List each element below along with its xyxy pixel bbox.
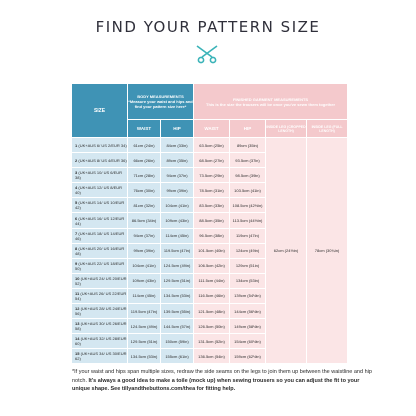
body-waist-cell: 119.5cm (47in) xyxy=(128,304,161,319)
finished-hip-cell: 154cm (60½in) xyxy=(230,334,266,349)
footer-note-bold: It's always a good idea to make a toile (mock up) when sewing trousers so you can adjust the fit to your unique shape. See tillyandthebuttons.com/thea for fitting help. xyxy=(72,377,360,392)
body-measurements-title: BODY MEASUREMENTS xyxy=(137,94,184,99)
finished-hip-cell: 113.5cm (44½in) xyxy=(230,213,266,228)
body-hip-cell: 139.5cm (55in) xyxy=(161,304,194,319)
body-waist-cell: 76cm (30in) xyxy=(128,183,161,198)
size-label: (UK+AUS 34/ US 30/EUR 62) xyxy=(75,351,127,362)
finished-measurements-desc: This is the size the trousers will be once you've sewn them together xyxy=(206,101,336,107)
body-hip-cell: 114cm (45in) xyxy=(161,228,194,243)
size-number: 2 xyxy=(75,157,78,163)
body-waist-header: WAIST xyxy=(128,120,161,138)
body-hip-cell: 144.5cm (57in) xyxy=(161,319,194,334)
size-label: (UK+AUS 12/ US 8/EUR 40) xyxy=(75,185,123,196)
finished-waist-cell: 121.5cm (48in) xyxy=(194,304,230,319)
inside-leg-full-cell: 78cm (30¾in) xyxy=(307,138,348,364)
footer-note xyxy=(72,368,372,394)
size-cell xyxy=(72,213,128,228)
finished-waist-cell: 63.5cm (25in) xyxy=(194,138,230,153)
finished-waist-header: WAIST xyxy=(194,120,230,138)
finished-waist-cell: 96.5cm (38in) xyxy=(194,228,230,243)
finished-hip-cell: 134cm (53in) xyxy=(230,273,266,288)
body-hip-cell: 99cm (39in) xyxy=(161,183,194,198)
finished-measurements-header xyxy=(194,84,348,120)
finished-waist-cell: 116.5cm (46in) xyxy=(194,288,230,303)
size-label: (UK+AUS 10/ US 6/EUR 38) xyxy=(75,170,123,181)
finished-waist-cell: 111.5cm (44in) xyxy=(194,273,230,288)
body-hip-cell: 134.5cm (53in) xyxy=(161,288,194,303)
size-cell xyxy=(72,319,128,334)
size-table xyxy=(71,83,348,364)
finished-hip-cell: 103.5cm (41in) xyxy=(230,183,266,198)
body-waist-cell: 129.5cm (51in) xyxy=(128,334,161,349)
size-label: (UK+AUS 30/ US 26/EUR 58) xyxy=(75,321,127,332)
size-number: 15 xyxy=(75,351,80,357)
body-waist-cell: 124.5cm (49in) xyxy=(128,319,161,334)
body-hip-cell: 119.5cm (47in) xyxy=(161,243,194,258)
size-number: 9 xyxy=(75,260,78,266)
body-waist-cell: 71cm (28in) xyxy=(128,168,161,183)
size-cell xyxy=(72,153,128,168)
size-label: (UK+AUS 24/ US 20/EUR 52) xyxy=(75,275,127,286)
size-cell xyxy=(72,168,128,183)
table-row xyxy=(72,138,348,153)
size-cell xyxy=(72,243,128,258)
finished-hip-cell: 124cm (49in) xyxy=(230,243,266,258)
size-number: 11 xyxy=(75,290,80,296)
size-number: 5 xyxy=(75,200,78,206)
finished-hip-cell: 93.5cm (37in) xyxy=(230,153,266,168)
body-hip-cell: 129.5cm (51in) xyxy=(161,273,194,288)
body-hip-cell: 124.5cm (49in) xyxy=(161,258,194,273)
size-number: 10 xyxy=(75,275,80,281)
size-label: (UK+AUS 22/ US 18/EUR 50) xyxy=(75,260,125,271)
size-label: (UK+AUS 32/ US 28/EUR 60) xyxy=(75,336,127,347)
page-title: FIND YOUR PATTERN SIZE xyxy=(95,18,321,36)
body-hip-header: HIP xyxy=(161,120,194,138)
size-table-container xyxy=(71,83,347,364)
finished-hip-cell: 139cm (54½in) xyxy=(230,288,266,303)
finished-waist-cell: 83.5cm (33in) xyxy=(194,198,230,213)
finished-hip-header: HIP xyxy=(230,120,266,138)
size-cell xyxy=(72,228,128,243)
size-label: (UK+AUS 6/ US 2/EUR 34) xyxy=(78,142,127,148)
body-hip-cell: 89cm (35in) xyxy=(161,153,194,168)
body-hip-cell: 94cm (37in) xyxy=(161,168,194,183)
size-number: 13 xyxy=(75,321,80,327)
body-hip-cell: 84cm (33in) xyxy=(161,138,194,153)
finished-hip-cell: 89cm (35in) xyxy=(230,138,266,153)
footer-note-text: *If your waist and hips span multiple sizes, redraw the side seams on the legs to join them up between the waistline and hip notch. xyxy=(72,369,372,384)
body-measurements-desc: *Measure your waist and hips and find your pattern size here* xyxy=(128,99,193,109)
size-cell xyxy=(72,334,128,349)
size-label: (UK+AUS 20/ US 16/EUR 48) xyxy=(75,245,125,256)
finished-waist-cell: 131.5cm (52in) xyxy=(194,334,230,349)
inside-leg-cropped-cell: 62cm (24½in) xyxy=(266,138,307,364)
body-hip-cell: 150cm (59in) xyxy=(161,334,194,349)
body-hip-cell: 109cm (43in) xyxy=(161,213,194,228)
size-number: 6 xyxy=(75,215,78,221)
inside-leg-full-header: INSIDE LEG (FULL LENGTH) xyxy=(307,120,348,138)
body-waist-cell: 134.5cm (53in) xyxy=(128,349,161,364)
size-label: (UK+AUS 18/ US 14/EUR 46) xyxy=(75,230,125,241)
size-cell xyxy=(72,288,128,303)
body-waist-cell: 86.5cm (34in) xyxy=(128,213,161,228)
body-hip-cell: 155cm (61in) xyxy=(161,349,194,364)
scissors-icon xyxy=(194,44,220,64)
body-hip-cell: 104cm (41in) xyxy=(161,198,194,213)
size-number: 3 xyxy=(75,170,78,176)
size-number: 8 xyxy=(75,245,78,251)
size-cell xyxy=(72,198,128,213)
size-cell xyxy=(72,138,128,153)
finished-hip-cell: 98.5cm (39in) xyxy=(230,168,266,183)
finished-waist-cell: 68.5cm (27in) xyxy=(194,153,230,168)
body-waist-cell: 104cm (41in) xyxy=(128,258,161,273)
body-waist-cell: 61cm (24in) xyxy=(128,138,161,153)
size-label: (UK+AUS 26/ US 22/EUR 54) xyxy=(75,290,127,301)
body-measurements-header xyxy=(128,84,194,120)
size-number: 4 xyxy=(75,185,78,191)
size-column-header: SIZE xyxy=(72,84,128,138)
size-label: (UK+AUS 8/ US 4/EUR 36) xyxy=(78,157,127,163)
size-number: 14 xyxy=(75,336,80,342)
size-cell xyxy=(72,183,128,198)
size-cell xyxy=(72,258,128,273)
body-waist-cell: 109cm (43in) xyxy=(128,273,161,288)
finished-waist-cell: 106.5cm (42in) xyxy=(194,258,230,273)
finished-waist-cell: 73.5cm (29in) xyxy=(194,168,230,183)
size-number: 12 xyxy=(75,306,80,312)
body-waist-cell: 94cm (37in) xyxy=(128,228,161,243)
finished-hip-cell: 149cm (58½in) xyxy=(230,319,266,334)
finished-hip-cell: 159cm (62½in) xyxy=(230,349,266,364)
body-waist-cell: 114cm (45in) xyxy=(128,288,161,303)
finished-hip-cell: 108.5cm (42½in) xyxy=(230,198,266,213)
size-label: (UK+AUS 14/ US 10/EUR 42) xyxy=(75,200,125,211)
size-number: 7 xyxy=(75,230,78,236)
finished-waist-cell: 88.5cm (35in) xyxy=(194,213,230,228)
size-label: (UK+AUS 16/ US 12/EUR 44) xyxy=(75,215,125,226)
finished-hip-cell: 144cm (56½in) xyxy=(230,304,266,319)
finished-waist-cell: 101.5cm (40in) xyxy=(194,243,230,258)
body-waist-cell: 99cm (39in) xyxy=(128,243,161,258)
inside-leg-cropped-header: INSIDE LEG (CROPPED LENGTH) xyxy=(266,120,307,138)
finished-waist-cell: 78.5cm (31in) xyxy=(194,183,230,198)
size-cell xyxy=(72,349,128,364)
finished-waist-cell: 136.5cm (54in) xyxy=(194,349,230,364)
body-waist-cell: 81cm (32in) xyxy=(128,198,161,213)
finished-hip-cell: 119cm (47in) xyxy=(230,228,266,243)
size-cell xyxy=(72,273,128,288)
size-label: (UK+AUS 28/ US 24/EUR 56) xyxy=(75,306,127,317)
size-cell xyxy=(72,304,128,319)
body-waist-cell: 66cm (26in) xyxy=(128,153,161,168)
finished-measurements-title: FINISHED GARMENT MEASUREMENTS xyxy=(232,96,309,102)
size-number: 1 xyxy=(75,142,78,148)
finished-waist-cell: 126.5cm (50in) xyxy=(194,319,230,334)
finished-hip-cell: 129cm (51in) xyxy=(230,258,266,273)
